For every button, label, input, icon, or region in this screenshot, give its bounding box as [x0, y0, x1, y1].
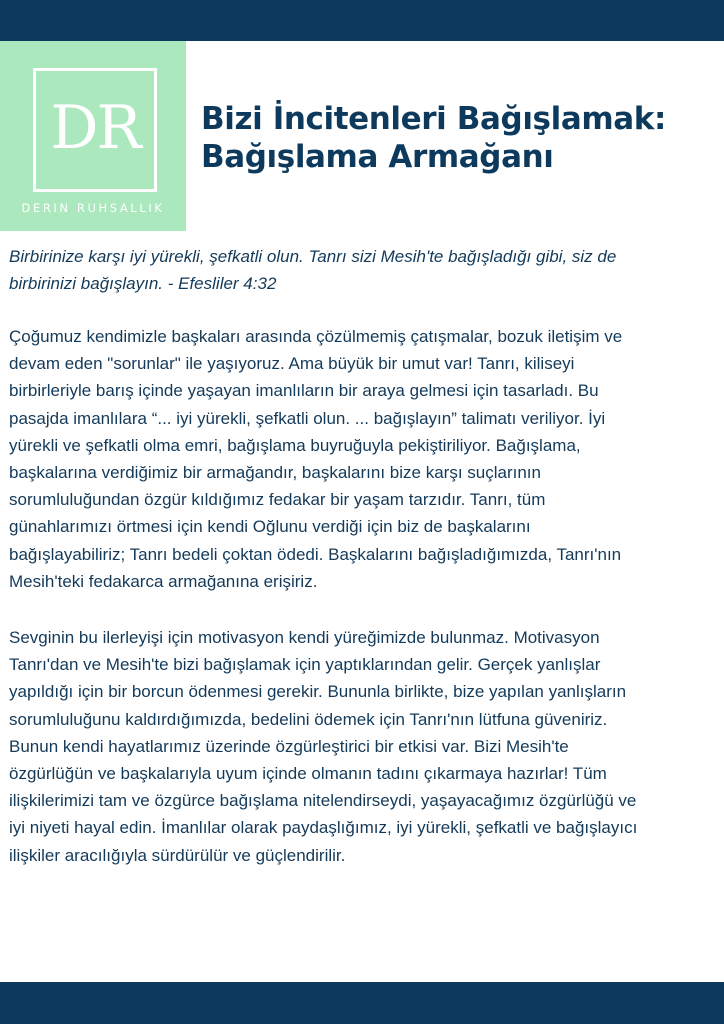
paragraph-line: ilişkilerimizi tam ve özgürce bağışlama nitelendirseydi, yaşayacağımız özgürlüğü ve	[9, 791, 637, 811]
top-banner-bar	[0, 0, 724, 41]
logo-initials: DR	[50, 93, 140, 163]
paragraph-line: Çoğumuz kendimizle başkaları arasında çözülmemiş çatışmalar, bozuk iletişim ve	[9, 327, 623, 346]
body-paragraph-2	[9, 624, 715, 869]
logo-block	[0, 41, 186, 231]
bottom-banner-bar	[0, 982, 724, 1024]
paragraph-line: birbirleriyle barış içinde yaşayan imanlıların bir araya gelmesi için tasarladı. Bu	[9, 381, 599, 401]
paragraph-line: ilişkiler aracılığıyla sürdürülür ve güçlendirilir.	[9, 845, 346, 865]
paragraph-line: yürekli ve şefkatli olma emri, bağışlama buyruğuyla pekiştiriliyor. Bağışlama,	[9, 435, 581, 455]
paragraph-line: Mesih'teki fedakarca armağanına erişiriz.	[9, 571, 318, 591]
paragraph-line: pasajda imanlılara “... iyi yürekli, şefkatli olun. ... bağışlayın” talimatı veriliyor. İyi	[9, 408, 606, 428]
paragraph-line: bağışlayabiliriz; Tanrı bedeli çoktan ödedi. Başkalarını bağışladığımızda, Tanrı'nın	[9, 544, 622, 564]
paragraph-line: Tanrı'dan ve Mesih'te bizi bağışlamak için yaptıklarından gelir. Gerçek yanlışlar	[9, 655, 601, 675]
paragraph-line: devam eden "sorunlar" ile yaşıyoruz. Ama büyük bir umut var! Tanrı, kiliseyi	[9, 354, 575, 374]
paragraph-line: Bunun kendi hayatlarımız üzerinde özgürleştirici bir etkisi var. Bizi Mesih'te	[9, 736, 569, 756]
paragraph-line: sorumluluğundan özgür kıldığımız fedakar bir yaşam tarzıdır. Tanrı, tüm	[9, 490, 546, 510]
verse-line: birbirinizi bağışlayın. - Efesliler 4:32	[9, 274, 277, 293]
paragraph-line: özgürlüğün ve başkalarıyla uyum içinde olmanın tadını çıkarmaya hazırlar! Tüm	[9, 764, 607, 784]
paragraph-line: Sevginin bu ilerleyişi için motivasyon kendi yüreğimizde bulunmaz. Motivasyon	[9, 628, 600, 647]
paragraph-line: iyi niyeti hayal edin. İmanlılar olarak paydaşlığımız, iyi yürekli, şefkatli ve bağışlayıcı	[9, 818, 638, 838]
verse-line: Birbirinize karşı iyi yürekli, şefkatli olun. Tanrı sizi Mesih'te bağışladığı gibi, siz de	[9, 247, 617, 266]
title-line-2: Bağışlama Armağanı	[201, 139, 554, 175]
page-title	[201, 100, 716, 176]
paragraph-line: yapıldığı için bir borcun ödenmesi gerekir. Bununla birlikte, bize yapılan yanlışların	[9, 682, 627, 702]
title-line-1: Bizi İncitenleri Bağışlamak:	[201, 101, 666, 137]
logo-frame	[33, 68, 157, 192]
paragraph-line: sorumluluğunu kaldırdığımızda, bedelini ödemek için Tanrı'nın lütfuna güveniriz.	[9, 709, 608, 729]
paragraph-line: başkalarına verdiğimiz bir armağandır, başkalarını bize karşı suçlarının	[9, 463, 541, 483]
body-paragraph-1	[9, 323, 715, 595]
scripture-verse	[9, 243, 715, 297]
logo-caption: DERIN RUHSALLIK	[21, 201, 165, 215]
paragraph-line: günahlarımızı örtmesi için kendi Oğlunu verdiği için biz de başkalarını	[9, 517, 531, 537]
